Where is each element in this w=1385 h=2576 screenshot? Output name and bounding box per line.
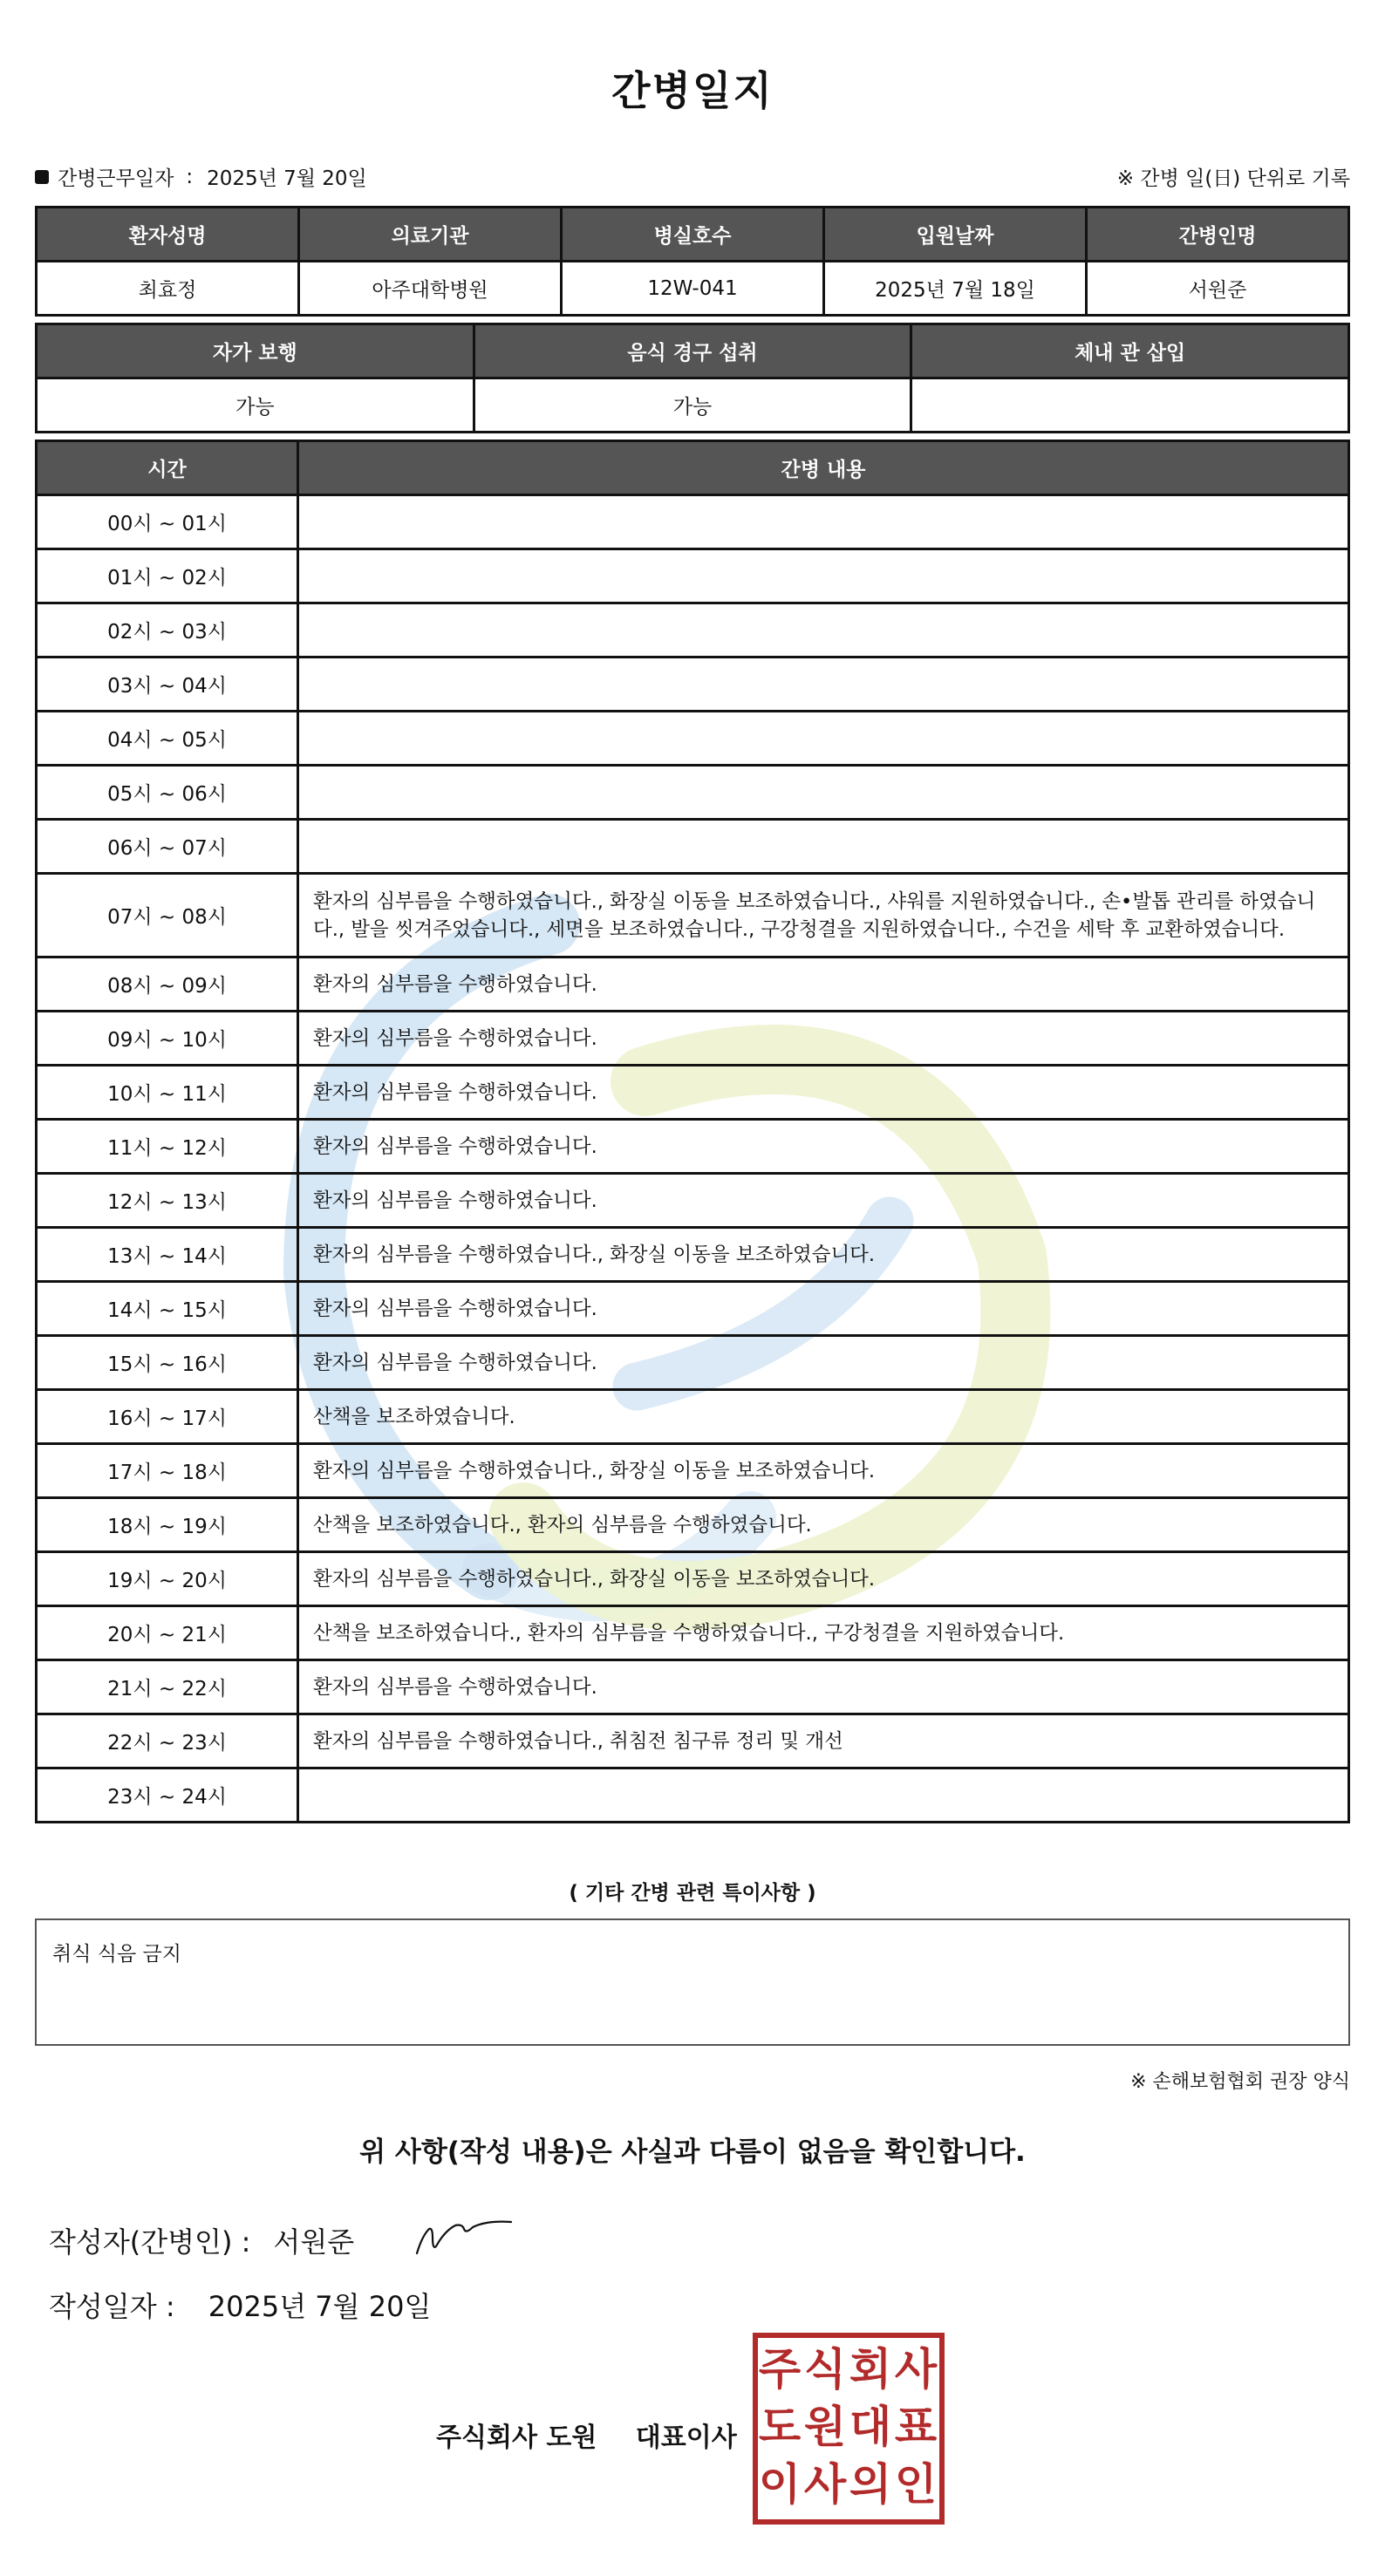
time-slot: 08시 ~ 09시 bbox=[37, 957, 298, 1012]
table-row bbox=[37, 1390, 1349, 1444]
care-content: 환자의 심부름을 수행하였습니다. bbox=[298, 1120, 1349, 1174]
care-content bbox=[298, 549, 1349, 603]
work-date-separator: : bbox=[186, 165, 194, 188]
care-content: 환자의 심부름을 수행하였습니다., 화장실 이동을 보조하였습니다. bbox=[298, 1444, 1349, 1498]
header-hospital: 의료기관 bbox=[299, 208, 562, 262]
company-representative: 대표이사 bbox=[635, 2423, 737, 2453]
table-row bbox=[37, 1714, 1349, 1768]
work-date bbox=[35, 162, 367, 191]
seal-character: 표 bbox=[894, 2402, 938, 2452]
time-slot: 10시 ~ 11시 bbox=[37, 1066, 298, 1120]
time-slot: 13시 ~ 14시 bbox=[37, 1228, 298, 1282]
writer-label: 작성자(간병인) : bbox=[49, 2225, 251, 2259]
seal-character: 인 bbox=[894, 2459, 938, 2510]
work-date-value: 2025년 7월 20일 bbox=[207, 167, 367, 190]
time-slot: 04시 ~ 05시 bbox=[37, 712, 298, 766]
table-row bbox=[37, 957, 1349, 1012]
seal-character: 대 bbox=[849, 2402, 892, 2452]
written-date-label: 작성일자 : bbox=[49, 2290, 175, 2323]
time-slot: 09시 ~ 10시 bbox=[37, 1012, 298, 1066]
care-content: 환자의 심부름을 수행하였습니다. bbox=[298, 1174, 1349, 1228]
written-date-value: 2025년 7월 20일 bbox=[208, 2290, 432, 2323]
table-row bbox=[37, 658, 1349, 712]
time-slot: 02시 ~ 03시 bbox=[37, 603, 298, 658]
time-slot: 19시 ~ 20시 bbox=[37, 1552, 298, 1606]
time-slot: 05시 ~ 06시 bbox=[37, 766, 298, 820]
company-line bbox=[436, 2416, 737, 2454]
patient-info-table bbox=[35, 206, 1350, 317]
handwritten-signature bbox=[410, 2211, 515, 2260]
table-row bbox=[37, 1066, 1349, 1120]
care-content: 환자의 심부름을 수행하였습니다., 취침전 침구류 정리 및 개선 bbox=[298, 1714, 1349, 1768]
header-tube-insertion: 체내 관 삽입 bbox=[911, 324, 1349, 378]
time-slot: 11시 ~ 12시 bbox=[37, 1120, 298, 1174]
seal-character: 사 bbox=[894, 2344, 938, 2395]
room-number: 12W-041 bbox=[562, 262, 824, 316]
table-row bbox=[37, 712, 1349, 766]
table-row bbox=[37, 1228, 1349, 1282]
table-row bbox=[37, 603, 1349, 658]
table-row bbox=[37, 1120, 1349, 1174]
hospital-name: 아주대학병원 bbox=[299, 262, 562, 316]
time-slot: 21시 ~ 22시 bbox=[37, 1660, 298, 1714]
page-title: 간병일지 bbox=[611, 67, 774, 114]
header-patient-name: 환자성명 bbox=[37, 208, 299, 262]
table-row bbox=[37, 1444, 1349, 1498]
writer-line bbox=[49, 2220, 354, 2260]
table-row bbox=[37, 495, 1349, 549]
time-slot: 22시 ~ 23시 bbox=[37, 1714, 298, 1768]
seal-character: 원 bbox=[803, 2402, 847, 2452]
meta-row bbox=[35, 162, 1350, 194]
table-row bbox=[37, 549, 1349, 603]
care-content: 환자의 심부름을 수행하였습니다. bbox=[298, 957, 1349, 1012]
seal-character: 사 bbox=[803, 2459, 847, 2510]
time-slot: 01시 ~ 02시 bbox=[37, 549, 298, 603]
care-content bbox=[298, 603, 1349, 658]
table-row bbox=[37, 1660, 1349, 1714]
header-care-content: 간병 내용 bbox=[298, 441, 1349, 495]
company-name: 주식회사 도원 bbox=[436, 2423, 597, 2453]
time-slot: 14시 ~ 15시 bbox=[37, 1282, 298, 1336]
care-content: 산책을 보조하였습니다., 환자의 심부름을 수행하였습니다. bbox=[298, 1498, 1349, 1552]
header-caregiver-name: 간병인명 bbox=[1087, 208, 1349, 262]
header-self-walking: 자가 보행 bbox=[37, 324, 474, 378]
company-seal bbox=[752, 2332, 945, 2525]
care-content: 환자의 심부름을 수행하였습니다. bbox=[298, 1282, 1349, 1336]
confirmation-statement: 위 사항(작성 내용)은 사실과 다름이 없음을 확인합니다. bbox=[359, 2136, 1026, 2168]
table-row bbox=[37, 1606, 1349, 1660]
table-row bbox=[37, 766, 1349, 820]
seal-character: 주 bbox=[758, 2344, 802, 2395]
care-content: 환자의 심부름을 수행하였습니다. bbox=[298, 1066, 1349, 1120]
care-content: 환자의 심부름을 수행하였습니다. bbox=[298, 1012, 1349, 1066]
caregiver-name: 서원준 bbox=[1087, 262, 1349, 316]
care-content bbox=[298, 658, 1349, 712]
care-content: 산책을 보조하였습니다., 환자의 심부름을 수행하였습니다., 구강청결을 지원하였습니다. bbox=[298, 1606, 1349, 1660]
table-row bbox=[37, 1012, 1349, 1066]
care-content: 환자의 심부름을 수행하였습니다. bbox=[298, 1660, 1349, 1714]
time-slot: 23시 ~ 24시 bbox=[37, 1768, 298, 1823]
time-slot: 17시 ~ 18시 bbox=[37, 1444, 298, 1498]
table-row bbox=[37, 1336, 1349, 1390]
care-log-body bbox=[37, 495, 1349, 1823]
care-content: 환자의 심부름을 수행하였습니다., 화장실 이동을 보조하였습니다. bbox=[298, 1228, 1349, 1282]
table-row bbox=[37, 1174, 1349, 1228]
table-row bbox=[37, 874, 1349, 957]
table-row bbox=[37, 820, 1349, 874]
care-content: 환자의 심부름을 수행하였습니다. bbox=[298, 1336, 1349, 1390]
table-row bbox=[37, 1282, 1349, 1336]
care-content bbox=[298, 712, 1349, 766]
table-row bbox=[37, 1498, 1349, 1552]
care-log-table bbox=[35, 440, 1350, 1823]
table-row bbox=[37, 1552, 1349, 1606]
seal-character: 회 bbox=[849, 2344, 892, 2395]
admission-date: 2025년 7월 18일 bbox=[824, 262, 1087, 316]
oral-intake-value: 가능 bbox=[474, 378, 911, 433]
care-content: 산책을 보조하였습니다. bbox=[298, 1390, 1349, 1444]
tube-insertion-value bbox=[911, 378, 1349, 433]
patient-name: 최효정 bbox=[37, 262, 299, 316]
header-admission-date: 입원날짜 bbox=[824, 208, 1087, 262]
square-bullet-icon bbox=[35, 170, 49, 184]
care-content bbox=[298, 495, 1349, 549]
time-slot: 15시 ~ 16시 bbox=[37, 1336, 298, 1390]
header-room: 병실호수 bbox=[562, 208, 824, 262]
table-row bbox=[37, 1768, 1349, 1823]
self-walking-value: 가능 bbox=[37, 378, 474, 433]
writer-name: 서원준 bbox=[273, 2225, 355, 2259]
work-date-label: 간병근무일자 bbox=[58, 167, 174, 190]
care-content bbox=[298, 1768, 1349, 1823]
seal-character: 식 bbox=[803, 2344, 847, 2395]
seal-character: 의 bbox=[849, 2459, 892, 2510]
time-slot: 12시 ~ 13시 bbox=[37, 1174, 298, 1228]
care-content: 환자의 심부름을 수행하였습니다., 화장실 이동을 보조하였습니다. bbox=[298, 1552, 1349, 1606]
written-date-line bbox=[49, 2285, 431, 2325]
time-slot: 07시 ~ 08시 bbox=[37, 874, 298, 957]
remarks-text: 취식 식음 금지 bbox=[52, 1943, 181, 1966]
seal-character: 도 bbox=[758, 2402, 802, 2452]
time-slot: 06시 ~ 07시 bbox=[37, 820, 298, 874]
remarks-label: ( 기타 간병 관련 특이사항 ) bbox=[569, 1882, 816, 1905]
care-content: 환자의 심부름을 수행하였습니다., 화장실 이동을 보조하였습니다., 샤워를 지원하였습니다., 손•발톱 관리를 하였습니다., 발을 씻겨주었습니다., 세면을 보조하였습니다., 구강청결을 지원하였습니다., 수건을 세탁 후 교환하였습니다. bbox=[298, 874, 1349, 957]
time-slot: 20시 ~ 21시 bbox=[37, 1606, 298, 1660]
patient-status-table bbox=[35, 323, 1350, 433]
care-content bbox=[298, 766, 1349, 820]
care-content bbox=[298, 820, 1349, 874]
remarks-box bbox=[35, 1918, 1350, 2046]
time-slot: 16시 ~ 17시 bbox=[37, 1390, 298, 1444]
header-oral-intake: 음식 경구 섭취 bbox=[474, 324, 911, 378]
recording-note: ※ 간병 일(日) 단위로 기록 bbox=[1116, 167, 1350, 190]
form-footnote: ※ 손해보험협회 권장 양식 bbox=[1130, 2071, 1350, 2093]
time-slot: 00시 ~ 01시 bbox=[37, 495, 298, 549]
seal-character: 이 bbox=[758, 2459, 802, 2510]
header-time: 시간 bbox=[37, 441, 298, 495]
time-slot: 18시 ~ 19시 bbox=[37, 1498, 298, 1552]
time-slot: 03시 ~ 04시 bbox=[37, 658, 298, 712]
